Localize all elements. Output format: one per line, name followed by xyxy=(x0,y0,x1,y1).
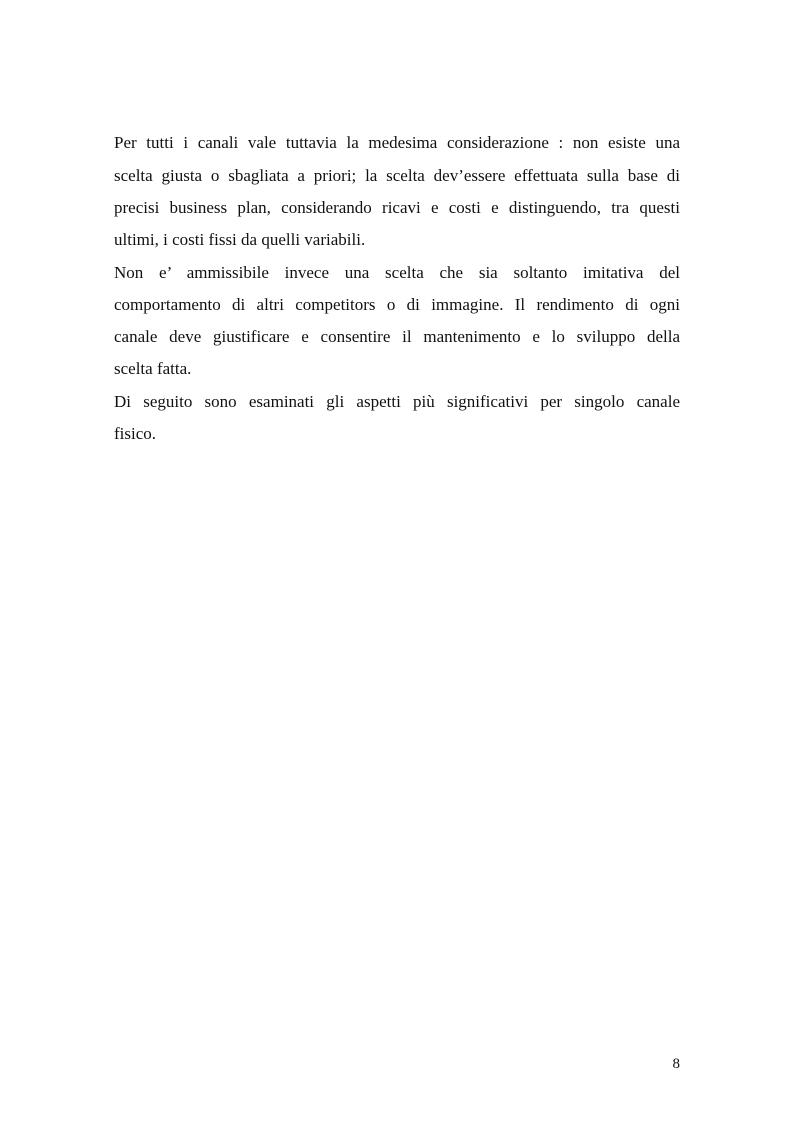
text-line: Di seguito sono esaminati gli aspetti più significativi per singolo canale xyxy=(114,392,680,411)
text-line: ultimi, i costi fissi da quelli variabili. xyxy=(114,230,366,249)
text-line: Per tutti i canali vale tuttavia la medesima considerazione : non esiste una xyxy=(114,133,680,152)
text-line: scelta giusta o sbagliata a priori; la scelta dev’essere effettuata sulla base di xyxy=(114,166,680,185)
text-line: comportamento di altri competitors o di immagine. Il rendimento di ogni xyxy=(114,295,680,314)
text-line: fisico. xyxy=(114,424,157,443)
text-line: scelta fatta. xyxy=(114,359,192,378)
text-line: canale deve giustificare e consentire il mantenimento e lo sviluppo della xyxy=(114,327,680,346)
text-line: Non e’ ammissibile invece una scelta che sia soltanto imitativa del xyxy=(114,263,680,282)
page-number: 8 xyxy=(672,1056,680,1072)
text-line: precisi business plan, considerando ricavi e costi e distinguendo, tra questi xyxy=(114,198,680,217)
